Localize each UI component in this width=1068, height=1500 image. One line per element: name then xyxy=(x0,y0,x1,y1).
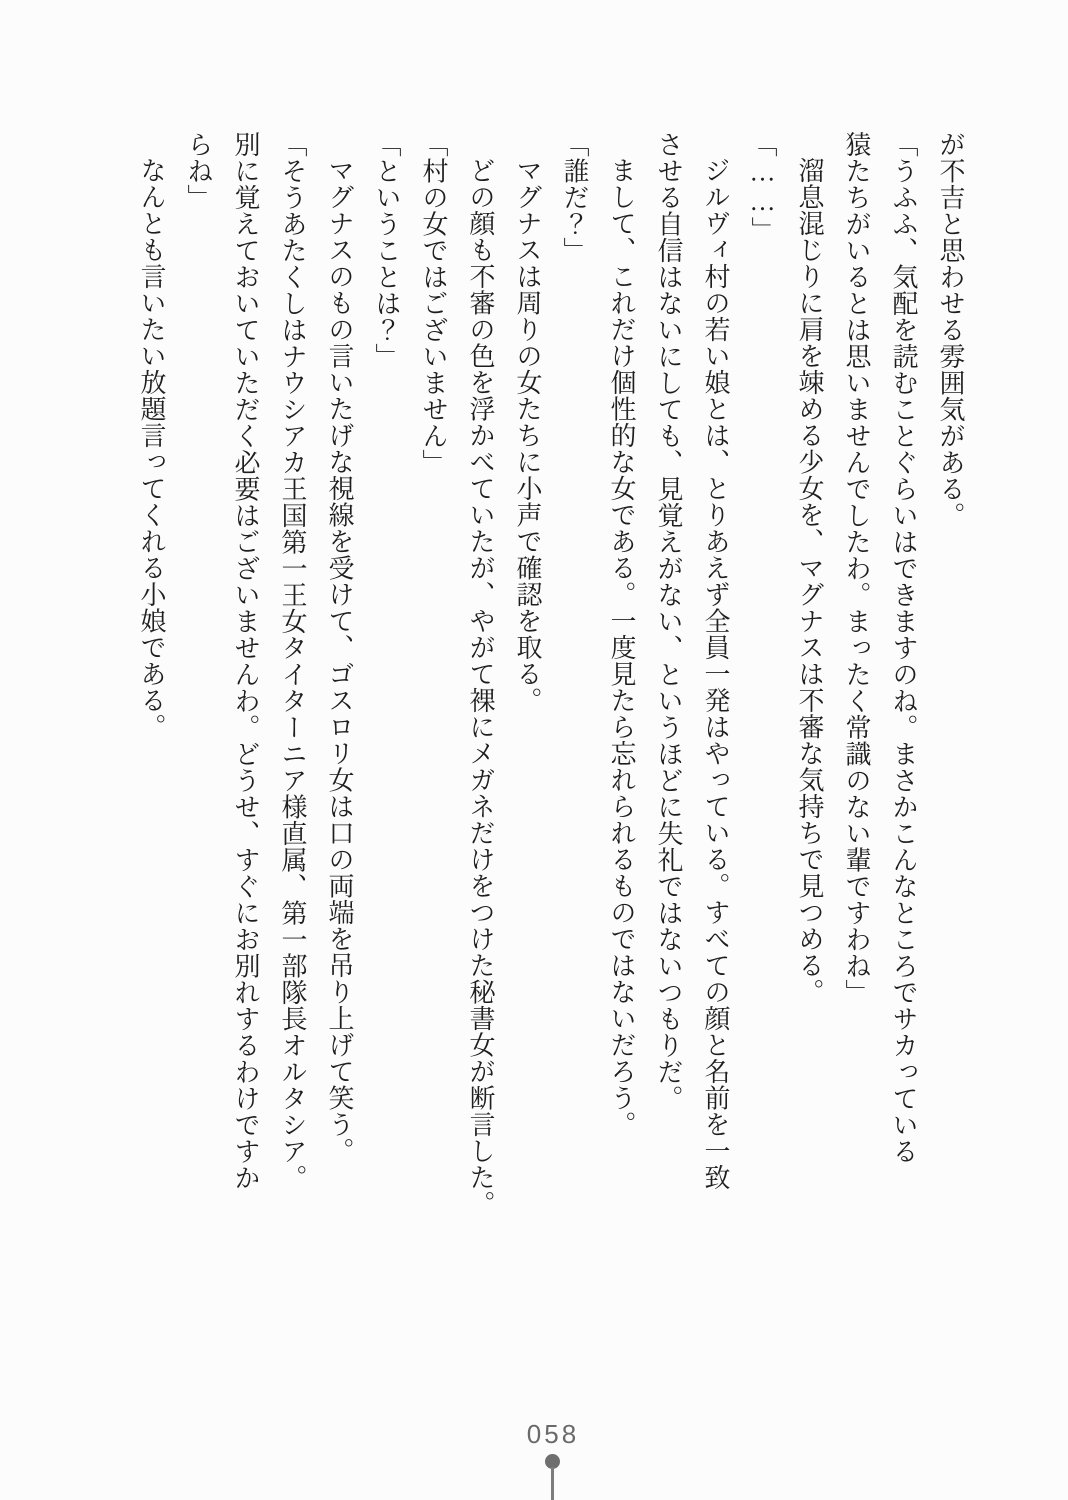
text-columns xyxy=(128,131,974,1227)
text-line: まして、これだけ個性的な女である。一度見たら忘れられるものではないだろう。 xyxy=(607,157,636,1138)
text-line: らね」 xyxy=(184,131,213,211)
text-line: 「そうあたくしはナウシアカ王国第一王女タイターニア様直属、第一部隊長オルタシア。 xyxy=(278,131,307,1191)
text-line: ジルヴィ村の若い娘とは、とりあえず全員一発はやっている。すべての顔と名前を一致 xyxy=(701,157,730,1191)
text-line: が不吉と思わせる雰囲気がある。 xyxy=(936,131,965,529)
footer-line-ornament xyxy=(551,1467,554,1500)
page-number: 058 xyxy=(526,1419,580,1449)
text-line: 「ということは？」 xyxy=(372,131,401,370)
text-line: マグナスは周りの女たちに小声で確認を取る。 xyxy=(513,157,542,714)
text-line: どの顔も不審の色を浮かべていたが、やがて裸にメガネだけをつけた秘書女が断言した。 xyxy=(466,157,495,1217)
text-line: 「誰だ？」 xyxy=(560,131,589,264)
text-line: 猿たちがいるとは思いませんでしたわ。まったく常識のない輩ですわね」 xyxy=(842,131,871,1006)
text-line: 「……」 xyxy=(748,131,777,243)
text-line: 「村の女ではございません」 xyxy=(419,131,448,476)
text-line: させる自信はないにしても、見覚えがない、というほどに失礼ではないつもりだ。 xyxy=(654,131,683,1112)
text-line: なんとも言いたい放題言ってくれる小娘である。 xyxy=(137,157,166,740)
text-line: マグナスのもの言いたげな視線を受けて、ゴスロリ女は口の両端を吊り上げて笑う。 xyxy=(325,157,354,1164)
text-line: 「うふふ、気配を読むことぐらいはできますのね。まさかこんなところでサカっている xyxy=(889,131,918,1165)
text-line: 溜息混じりに肩を竦める少女を、マグナスは不審な気持ちで見つめる。 xyxy=(795,157,824,1005)
text-line: 別に覚えておいていただく必要はございませんわ。どうせ、すぐにお別れするわけですか xyxy=(231,131,260,1191)
